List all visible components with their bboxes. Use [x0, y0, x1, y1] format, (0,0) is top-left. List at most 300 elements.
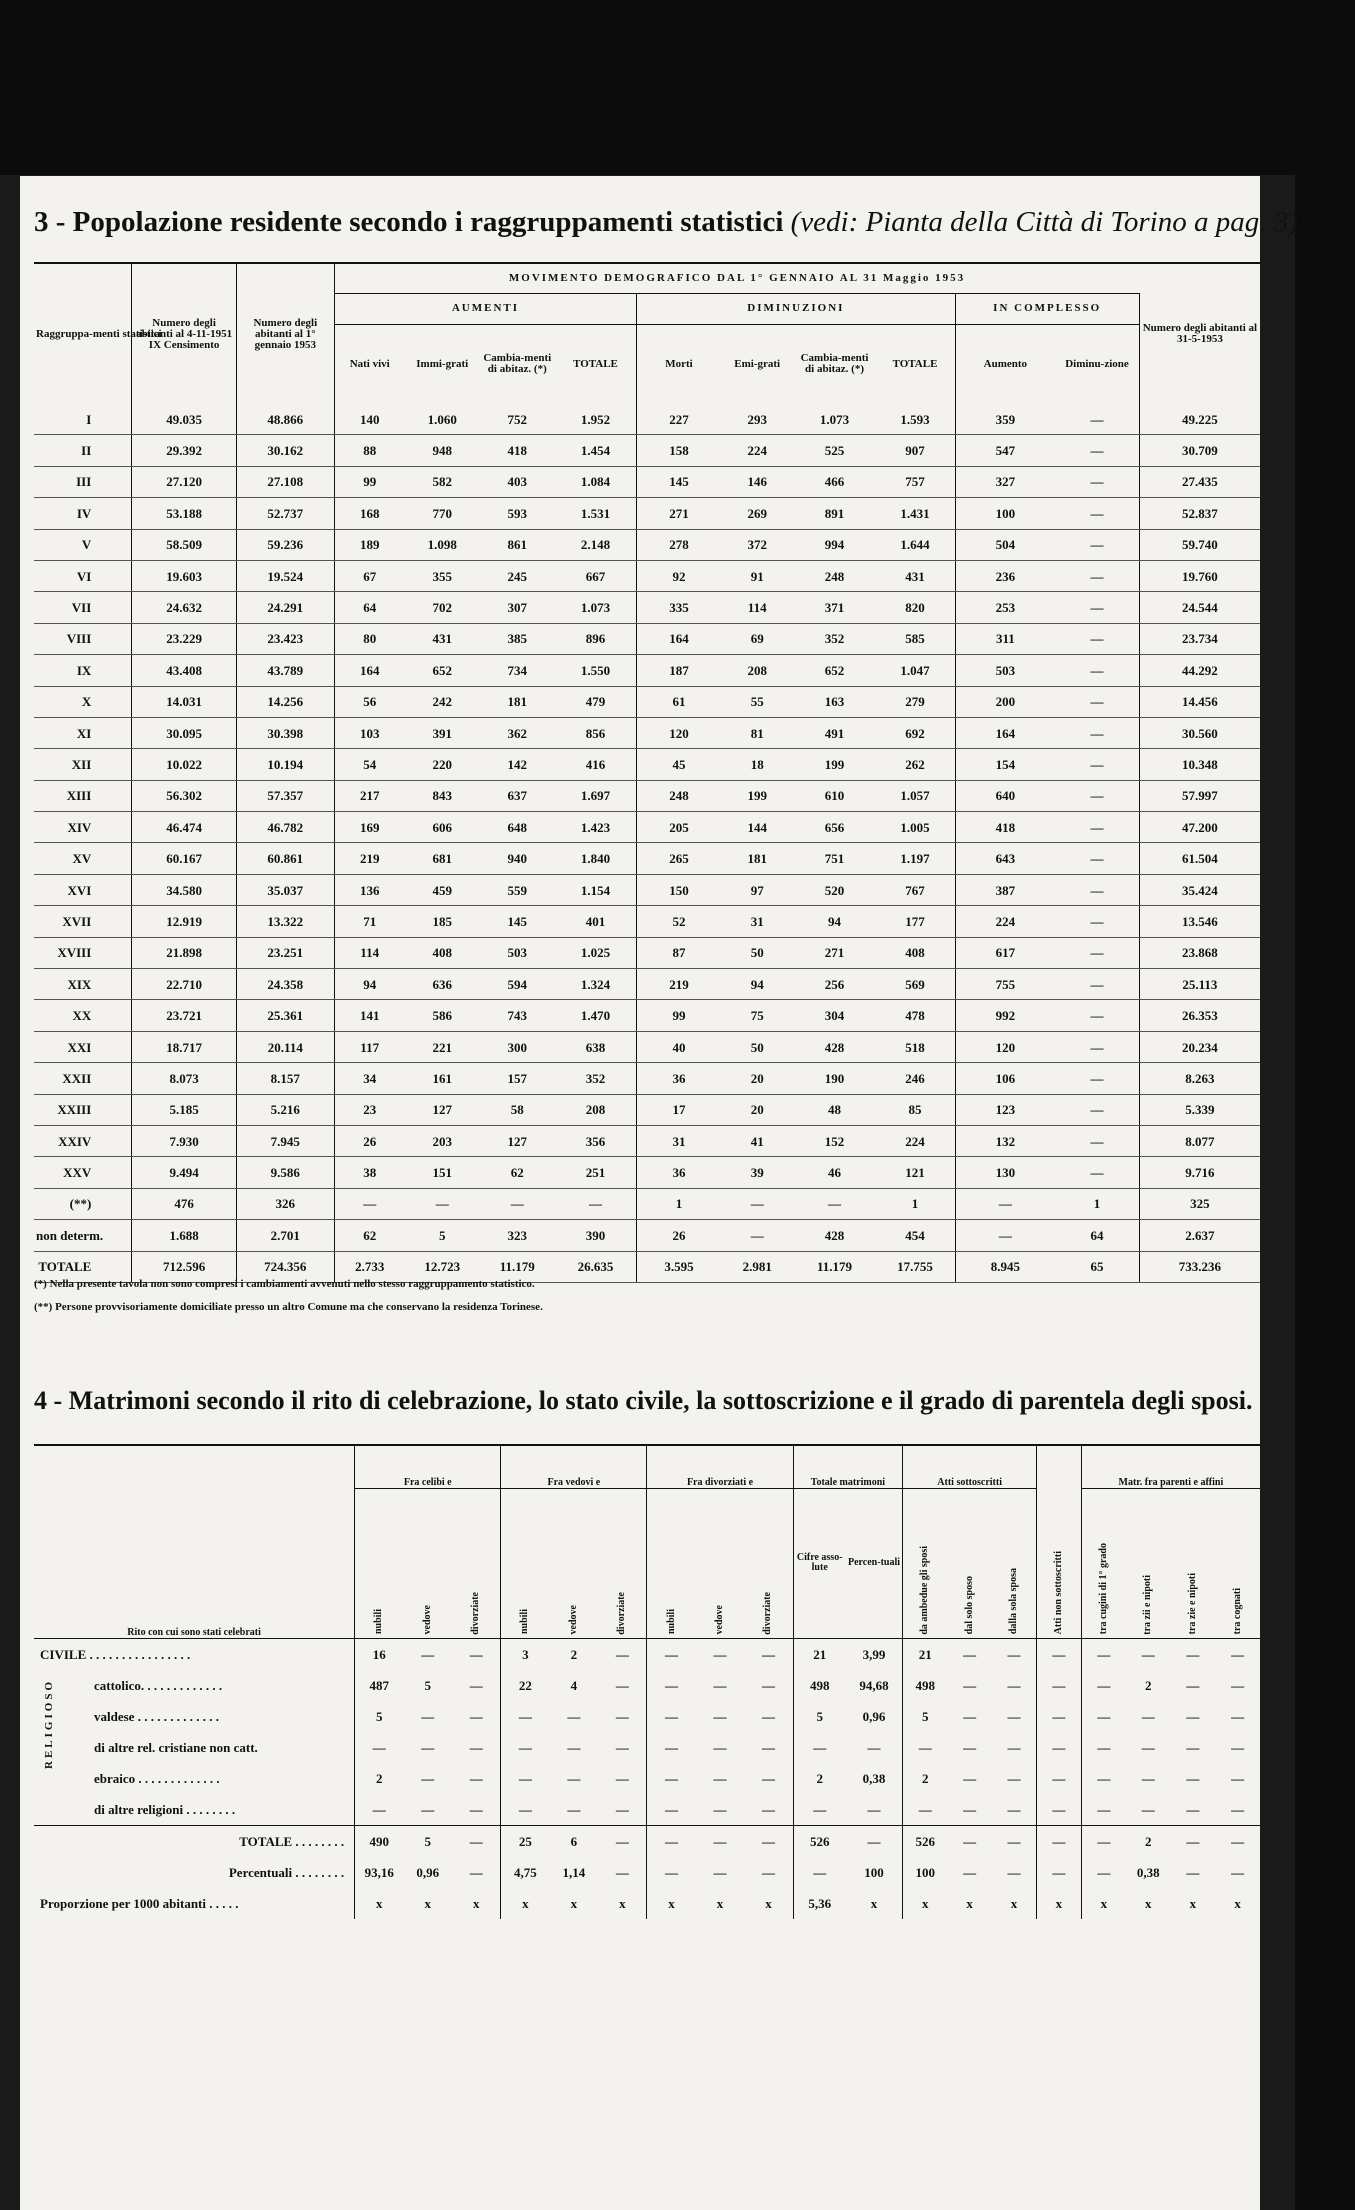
- table-cell: 56: [334, 686, 405, 717]
- table-cell: —: [963, 1677, 977, 1693]
- table-row: [34, 1670, 1260, 1701]
- table-cell: 2.733: [334, 1251, 405, 1282]
- table-cell: 57.997: [1139, 780, 1260, 811]
- table-cell: 154: [955, 749, 1055, 780]
- table-cell: 130: [955, 1157, 1055, 1188]
- table-cell: 479: [555, 686, 637, 717]
- table-cell: —: [744, 1638, 793, 1670]
- table-cell: 355: [405, 560, 480, 591]
- table-cell: 29.392: [132, 435, 237, 466]
- table-cell: 224: [955, 906, 1055, 937]
- table-cell: 356: [555, 1125, 637, 1156]
- table-cell: —: [452, 1825, 501, 1857]
- table-cell: 5: [376, 1708, 383, 1724]
- table-cell: 891: [794, 498, 876, 529]
- row-label: TOTALE . . . . . . . .: [34, 1825, 355, 1857]
- row-label: XXV: [34, 1157, 132, 1188]
- table-cell: 2.981: [721, 1251, 794, 1282]
- table-cell: 142: [480, 749, 555, 780]
- table-cell: 387: [955, 874, 1055, 905]
- table-cell: 50: [721, 937, 794, 968]
- table-cell: 120: [955, 1031, 1055, 1062]
- table-cell: 71: [334, 906, 405, 937]
- table-cell: —: [992, 1638, 1037, 1670]
- table-cell: 770: [405, 498, 480, 529]
- table-cell: 30.095: [132, 717, 237, 748]
- table-row: [34, 874, 1260, 905]
- table-cell: 636: [405, 969, 480, 1000]
- table-cell: 652: [405, 655, 480, 686]
- table-cell: —: [721, 1220, 794, 1251]
- col-celibi-nubili: nubili: [373, 1609, 385, 1635]
- table-cell: —: [813, 1739, 827, 1755]
- table-cell: 34: [334, 1063, 405, 1094]
- table-cell: 1.454: [555, 435, 637, 466]
- table-cell: —: [1055, 623, 1139, 654]
- table-cell: x: [1234, 1895, 1241, 1911]
- table-cell: 30.162: [236, 435, 334, 466]
- table-cell: 656: [794, 812, 876, 843]
- table-cell: 58.509: [132, 529, 237, 560]
- table-cell: 1.593: [875, 404, 955, 435]
- table-cell: —: [713, 1739, 727, 1755]
- table-cell: 136: [334, 874, 405, 905]
- table-cell: 10.022: [132, 749, 237, 780]
- scan-top-border: [0, 0, 1355, 175]
- table-cell: 20: [721, 1094, 794, 1125]
- table-cell: 144: [721, 812, 794, 843]
- table-cell: 948: [405, 435, 480, 466]
- table-cell: 2: [1144, 1677, 1152, 1693]
- table-cell: 24.291: [236, 592, 334, 623]
- col-cifre: Cifre asso-lute: [796, 1552, 843, 1573]
- table-cell: 17.755: [875, 1251, 955, 1282]
- table-cell: 1.470: [555, 1000, 637, 1031]
- table-cell: —: [963, 1708, 977, 1724]
- table-cell: —: [963, 1739, 977, 1755]
- table-cell: 35.037: [236, 874, 334, 905]
- table-cell: 41: [721, 1125, 794, 1156]
- table-cell: 1.697: [555, 780, 637, 811]
- table-cell: 843: [405, 780, 480, 811]
- scan-right-border: [1295, 0, 1355, 2210]
- table-cell: —: [744, 1670, 793, 1701]
- table-row: [34, 1638, 1260, 1670]
- table-cell: —: [1055, 1063, 1139, 1094]
- table-cell: 23.734: [1139, 623, 1260, 654]
- table-cell: 26: [637, 1220, 721, 1251]
- table-cell: —: [452, 1732, 501, 1763]
- table-cell: 2: [376, 1770, 383, 1786]
- table-cell: 504: [955, 529, 1055, 560]
- table-cell: —: [598, 1670, 647, 1701]
- table-cell: —: [1231, 1864, 1245, 1880]
- table-cell: 34.580: [132, 874, 237, 905]
- header-fra-celibi: Fra celibi e: [355, 1446, 501, 1488]
- header-diminuzione: Diminu-zione: [1055, 324, 1139, 404]
- header-cambi-aumenti: Cambia-menti di abitaz. (*): [483, 352, 552, 376]
- table-cell: 99: [334, 466, 405, 497]
- table-cell: 8.157: [236, 1063, 334, 1094]
- table-cell: 58: [480, 1094, 555, 1125]
- table-cell: 27.108: [236, 466, 334, 497]
- col-vedovi-divorziate: divorziate: [598, 1488, 647, 1638]
- row-label: di altre rel. cristiane non catt.: [34, 1732, 355, 1763]
- table-row: [34, 466, 1260, 497]
- table-cell: 326: [236, 1188, 334, 1219]
- table-cell: —: [992, 1763, 1037, 1794]
- table-cell: 187: [637, 655, 721, 686]
- table-cell: 123: [955, 1094, 1055, 1125]
- table-cell: 19.760: [1139, 560, 1260, 591]
- table-row: [34, 1825, 1260, 1857]
- table-cell: 21.898: [132, 937, 237, 968]
- table-cell: 48: [794, 1094, 876, 1125]
- table-cell: 526: [809, 1833, 830, 1849]
- table-cell: 1.644: [875, 529, 955, 560]
- table-cell: 23: [334, 1094, 405, 1125]
- table-cell: 236: [955, 560, 1055, 591]
- table-cell: —: [744, 1701, 793, 1732]
- header-morti: Morti: [665, 357, 693, 370]
- table-cell: —: [794, 1188, 876, 1219]
- table-cell: 278: [637, 529, 721, 560]
- table-cell: 181: [721, 843, 794, 874]
- table-cell: —: [598, 1763, 647, 1794]
- table-cell: 52: [637, 906, 721, 937]
- table-cell: 271: [794, 937, 876, 968]
- table-cell: —: [1055, 749, 1139, 780]
- table-cell: —: [1186, 1833, 1200, 1849]
- table-cell: 593: [480, 498, 555, 529]
- table-cell: x: [570, 1895, 578, 1911]
- table-cell: 498: [915, 1677, 935, 1693]
- table-row: [34, 906, 1260, 937]
- table-cell: 2: [816, 1770, 823, 1786]
- table-cell: —: [1231, 1770, 1245, 1786]
- table-cell: 164: [637, 623, 721, 654]
- table-cell: x: [1100, 1895, 1108, 1911]
- table-cell: 279: [875, 686, 955, 717]
- table-cell: 478: [875, 1000, 955, 1031]
- table-cell: 692: [875, 717, 955, 748]
- table-cell: 5: [922, 1708, 929, 1724]
- row-label: XVIII: [34, 937, 132, 968]
- table-cell: 31: [721, 906, 794, 937]
- col-divorziati-vedove: vedove: [713, 1605, 725, 1635]
- table-cell: 490: [369, 1833, 390, 1849]
- table-cell: 18.717: [132, 1031, 237, 1062]
- col-cugini: tra cugini di 1° grado: [1097, 1543, 1109, 1635]
- table-cell: 518: [875, 1031, 955, 1062]
- table-cell: 454: [875, 1220, 955, 1251]
- row-label: II: [34, 435, 132, 466]
- table-cell: 1.423: [555, 812, 637, 843]
- table-cell: —: [992, 1732, 1037, 1763]
- table-cell: 594: [480, 969, 555, 1000]
- table-cell: 10.194: [236, 749, 334, 780]
- col-zie: tra zie e nipoti: [1186, 1573, 1198, 1635]
- table-cell: —: [1141, 1708, 1155, 1724]
- table-cell: 26.353: [1139, 1000, 1260, 1031]
- table-cell: x: [668, 1895, 675, 1911]
- table-cell: —: [421, 1646, 435, 1662]
- row-label: VI: [34, 560, 132, 591]
- table-cell: —: [1055, 1031, 1139, 1062]
- table-cell: 14.256: [236, 686, 334, 717]
- row-label: XXIV: [34, 1125, 132, 1156]
- table-cell: 245: [480, 560, 555, 591]
- table-cell: —: [1037, 1763, 1082, 1794]
- table-cell: —: [992, 1857, 1037, 1888]
- table-cell: 25.113: [1139, 969, 1260, 1000]
- table-cell: 94: [721, 969, 794, 1000]
- table-cell: 100: [915, 1864, 935, 1880]
- row-label: XVII: [34, 906, 132, 937]
- table-cell: x: [744, 1888, 793, 1919]
- table-cell: 163: [794, 686, 876, 717]
- table-cell: —: [846, 1794, 903, 1826]
- header-complesso: IN COMPLESSO: [955, 294, 1139, 324]
- table-row: [34, 717, 1260, 748]
- table-cell: 712.596: [132, 1251, 237, 1282]
- row-label: XI: [34, 717, 132, 748]
- table-cell: 5,36: [808, 1895, 832, 1911]
- row-label: XIII: [34, 780, 132, 811]
- table-cell: —: [665, 1864, 679, 1880]
- section-3-heading: Popolazione residente secondo i raggruppamenti statistici: [72, 206, 784, 238]
- table-cell: 724.356: [236, 1251, 334, 1282]
- table-cell: 61: [637, 686, 721, 717]
- table-row: [34, 1857, 1260, 1888]
- row-label: VII: [34, 592, 132, 623]
- table-cell: 56.302: [132, 780, 237, 811]
- table-cell: x: [522, 1895, 529, 1911]
- header-cambi-diminuzioni: Cambia-menti di abitaz. (*): [800, 352, 869, 376]
- table-cell: —: [1097, 1770, 1111, 1786]
- table-cell: 459: [405, 874, 480, 905]
- table-cell: —: [963, 1770, 977, 1786]
- table-cell: 120: [637, 717, 721, 748]
- table-cell: 5: [405, 1220, 480, 1251]
- table-cell: 40: [637, 1031, 721, 1062]
- col-ambedue: da ambedue gli sposi: [919, 1545, 931, 1635]
- table-cell: 3,99: [846, 1638, 903, 1670]
- table-cell: 26.635: [555, 1251, 637, 1282]
- table-cell: 520: [794, 874, 876, 905]
- table-cell: 525: [794, 435, 876, 466]
- table-cell: 199: [794, 749, 876, 780]
- table-cell: 67: [334, 560, 405, 591]
- table-cell: x: [716, 1895, 724, 1911]
- table-cell: 8.945: [955, 1251, 1055, 1282]
- row-label: V: [34, 529, 132, 560]
- table-cell: —: [421, 1770, 435, 1786]
- table-cell: 667: [555, 560, 637, 591]
- table-cell: —: [713, 1677, 727, 1693]
- table-cell: 164: [955, 717, 1055, 748]
- table-cell: —: [963, 1646, 977, 1662]
- table-cell: 610: [794, 780, 876, 811]
- row-label: valdese . . . . . . . . . . . . .: [34, 1701, 355, 1732]
- row-label: XIV: [34, 812, 132, 843]
- table-cell: —: [421, 1708, 435, 1724]
- table-cell: —: [1231, 1646, 1245, 1662]
- table-cell: 1: [875, 1188, 955, 1219]
- table-cell: 23.868: [1139, 937, 1260, 968]
- header-parenti: Matr. fra parenti e affini: [1081, 1446, 1260, 1488]
- note-1: (*) Nella presente tavola non sono compresi i cambiamenti avvenuti nello stesso raggruppamento statistico.: [34, 1278, 535, 1290]
- header-fra-divorziati: Fra divorziati e: [647, 1446, 793, 1488]
- table-cell: 652: [794, 655, 876, 686]
- table-cell: x: [598, 1888, 647, 1919]
- table-cell: 93,16: [364, 1864, 394, 1880]
- table-cell: 7.930: [132, 1125, 237, 1156]
- table-cell: 586: [405, 1000, 480, 1031]
- table-cell: 177: [875, 906, 955, 937]
- header-rito: Rito con cui sono stati celebrati: [34, 1446, 355, 1638]
- table-cell: 4,75: [514, 1864, 537, 1880]
- table-cell: 498: [809, 1677, 830, 1693]
- table-cell: —: [1055, 1157, 1139, 1188]
- table-cell: 140: [334, 404, 405, 435]
- table-cell: —: [963, 1864, 977, 1880]
- table-cell: —: [813, 1801, 827, 1817]
- table-cell: —: [1097, 1708, 1111, 1724]
- table-cell: 161: [405, 1063, 480, 1094]
- table-cell: —: [598, 1732, 647, 1763]
- table-cell: 2.148: [555, 529, 637, 560]
- table-cell: 242: [405, 686, 480, 717]
- table-cell: 17: [637, 1094, 721, 1125]
- table-cell: —: [1055, 686, 1139, 717]
- table-cell: x: [424, 1895, 431, 1911]
- table-cell: 53.188: [132, 498, 237, 529]
- row-label: Percentuali . . . . . . . .: [34, 1857, 355, 1888]
- table-cell: 752: [480, 404, 555, 435]
- table-cell: 8.077: [1139, 1125, 1260, 1156]
- table-cell: 16: [372, 1646, 386, 1662]
- col-celibi-vedove: vedove: [421, 1605, 433, 1635]
- table-cell: 117: [334, 1031, 405, 1062]
- table-cell: 103: [334, 717, 405, 748]
- table-cell: —: [1141, 1646, 1155, 1662]
- table-cell: 476: [132, 1188, 237, 1219]
- table-row: [34, 1063, 1260, 1094]
- table-cell: 1.057: [875, 780, 955, 811]
- table-cell: —: [744, 1763, 793, 1794]
- table-cell: 220: [405, 749, 480, 780]
- table-cell: —: [1037, 1825, 1082, 1857]
- table-cell: 304: [794, 1000, 876, 1031]
- table-cell: 97: [721, 874, 794, 905]
- table-cell: 307: [480, 592, 555, 623]
- table-row: [34, 969, 1260, 1000]
- table-cell: —: [1097, 1677, 1111, 1693]
- note-2: (**) Persone provvisoriamente domiciliate presso un altro Comune ma che conservano la residenza Torinese.: [34, 1301, 543, 1313]
- table-cell: —: [1055, 1000, 1139, 1031]
- row-label: IX: [34, 655, 132, 686]
- table-cell: 168: [334, 498, 405, 529]
- row-label: XX: [34, 1000, 132, 1031]
- table-row: [34, 1125, 1260, 1156]
- table-cell: —: [1055, 592, 1139, 623]
- row-label: XXII: [34, 1063, 132, 1094]
- table-cell: —: [665, 1801, 679, 1817]
- table-cell: 311: [955, 623, 1055, 654]
- table-cell: 743: [480, 1000, 555, 1031]
- table-cell: 49.225: [1139, 404, 1260, 435]
- table-cell: 2: [922, 1770, 929, 1786]
- table-cell: 569: [875, 969, 955, 1000]
- table-cell: 146: [721, 466, 794, 497]
- table-cell: 23.229: [132, 623, 237, 654]
- table-cell: —: [1037, 1857, 1082, 1888]
- table-cell: —: [1055, 529, 1139, 560]
- col-divorziati-nubili: nubili: [665, 1609, 677, 1635]
- table-cell: 0,96: [416, 1864, 440, 1880]
- table-cell: 157: [480, 1063, 555, 1094]
- table-row: [34, 1157, 1260, 1188]
- table-cell: 637: [480, 780, 555, 811]
- table-cell: 585: [875, 623, 955, 654]
- table-cell: 61.504: [1139, 843, 1260, 874]
- table-cell: 5: [424, 1833, 431, 1849]
- section-3-reference: (vedi: Pianta della Città di Torino a pag. 3): [790, 206, 1298, 238]
- row-label: III: [34, 466, 132, 497]
- table-cell: 132: [955, 1125, 1055, 1156]
- table-cell: 352: [555, 1063, 637, 1094]
- header-atti-sottoscritti: Atti sottoscritti: [903, 1446, 1037, 1488]
- table-cell: 127: [480, 1125, 555, 1156]
- row-label: ebraico . . . . . . . . . . . . .: [34, 1763, 355, 1794]
- table-cell: 190: [794, 1063, 876, 1094]
- table-cell: 2.637: [1139, 1220, 1260, 1251]
- table-cell: 293: [721, 404, 794, 435]
- table-cell: 0,38: [846, 1763, 903, 1794]
- table-cell: 62: [480, 1157, 555, 1188]
- table-cell: —: [372, 1739, 386, 1755]
- table-cell: —: [421, 1801, 435, 1817]
- row-label: IV: [34, 498, 132, 529]
- table-cell: —: [1055, 874, 1139, 905]
- table-row: [34, 1732, 1260, 1763]
- table-cell: 94: [794, 906, 876, 937]
- table-cell: 25: [518, 1833, 532, 1849]
- table-row: [34, 843, 1260, 874]
- table-cell: 141: [334, 1000, 405, 1031]
- table-cell: 43.789: [236, 655, 334, 686]
- table-cell: 5: [816, 1708, 823, 1724]
- table-cell: —: [744, 1825, 793, 1857]
- table-row: [34, 1031, 1260, 1062]
- table-cell: 114: [334, 937, 405, 968]
- table-cell: —: [721, 1188, 794, 1219]
- table-cell: 1.952: [555, 404, 637, 435]
- table-cell: 85: [875, 1094, 955, 1125]
- table-cell: 372: [721, 529, 794, 560]
- table-cell: 52.837: [1139, 498, 1260, 529]
- header-diminuzioni: DIMINUZIONI: [637, 294, 955, 324]
- table-cell: 487: [369, 1677, 390, 1693]
- table-cell: x: [1189, 1895, 1197, 1911]
- table-cell: 145: [637, 466, 721, 497]
- table-cell: 9.494: [132, 1157, 237, 1188]
- table-cell: 217: [334, 780, 405, 811]
- table-cell: —: [452, 1638, 501, 1670]
- table-cell: 49.035: [132, 404, 237, 435]
- table-row: [34, 812, 1260, 843]
